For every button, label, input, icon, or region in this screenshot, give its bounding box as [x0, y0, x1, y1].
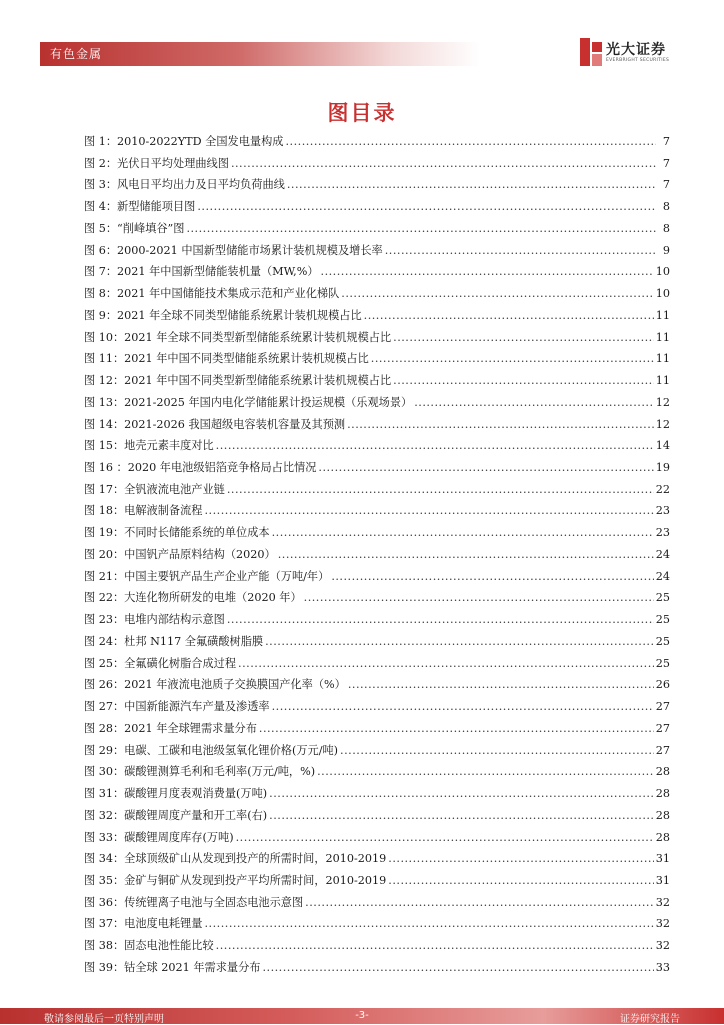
toc-entry-page: 25	[655, 613, 670, 627]
toc-entry-label: 图 13：2021-2025 年国内电化学储能累计投运规模（乐观场景）	[84, 395, 413, 409]
toc-entry[interactable]	[84, 870, 670, 892]
toc-entry-page: 32	[655, 917, 670, 931]
toc-entry[interactable]	[84, 718, 670, 740]
toc-dot-leader	[393, 327, 654, 349]
toc-entry-label: 图 18：电解液制备流程	[84, 504, 203, 518]
toc-entry[interactable]	[84, 587, 670, 609]
toc-entry-page: 27	[655, 743, 670, 757]
toc-entry-label: 图 23：电堆内部结构示意图	[84, 613, 225, 627]
toc-entry-label: 图 29：电碳、工碳和电池级氢氧化锂价格(万元/吨)	[84, 743, 339, 757]
toc-entry-label: 图 24：杜邦 N117 全氟磺酸树脂膜	[84, 634, 264, 648]
toc-dot-leader	[265, 631, 654, 653]
toc-entry-label: 图 19：不同时长储能系统的单位成本	[84, 526, 270, 540]
brand-mark-icon	[580, 38, 602, 66]
toc-entry-page: 25	[655, 634, 670, 648]
toc-entry-label: 图 31：碳酸锂月度表观消费量(万吨)	[84, 787, 268, 801]
toc-entry-page: 27	[655, 721, 670, 735]
toc-dot-leader	[348, 674, 654, 696]
toc-entry[interactable]	[84, 131, 670, 153]
toc-dot-leader	[321, 261, 654, 283]
toc-entry[interactable]	[84, 653, 670, 675]
toc-dot-leader	[305, 892, 654, 914]
header-bar	[40, 42, 480, 66]
toc-dot-leader	[216, 435, 654, 457]
toc-entry[interactable]	[84, 305, 670, 327]
toc-entry[interactable]	[84, 174, 670, 196]
toc-entry-page: 25	[655, 656, 670, 670]
toc-entry-page: 28	[655, 765, 670, 779]
toc-entry-page: 7	[662, 156, 670, 170]
toc-entry-label: 图 37：电池度电耗锂量	[84, 917, 203, 931]
toc-entry-page: 27	[655, 700, 670, 714]
toc-entry-page: 12	[655, 417, 670, 431]
toc-dot-leader	[371, 348, 654, 370]
toc-entry[interactable]	[84, 783, 670, 805]
toc-entry-page: 28	[655, 787, 670, 801]
toc-entry-label: 图 28：2021 年全球锂需求量分布	[84, 721, 257, 735]
toc-entry-page: 24	[655, 569, 670, 583]
toc-dot-leader	[204, 913, 653, 935]
toc-entry-page: 10	[655, 287, 670, 301]
toc-entry-label: 图 32：碳酸锂周度产量和开工率(右)	[84, 808, 268, 822]
toc-dot-leader	[331, 566, 653, 588]
toc-entry[interactable]	[84, 392, 670, 414]
toc-entry-page: 24	[655, 547, 670, 561]
toc-dot-leader	[269, 783, 654, 805]
toc-dot-leader	[204, 500, 653, 522]
toc-entry[interactable]	[84, 414, 670, 436]
toc-dot-leader	[388, 870, 653, 892]
footer-report-type: 证券研究报告	[620, 1014, 680, 1025]
toc-dot-leader	[238, 653, 654, 675]
toc-entry[interactable]	[84, 435, 670, 457]
toc-entry[interactable]	[84, 261, 670, 283]
toc-entry[interactable]	[84, 566, 670, 588]
toc-entry-label: 图 1：2010-2022YTD 全国发电量构成	[84, 135, 284, 148]
footer-disclaimer: 敬请参阅最后一页特别声明	[44, 1014, 164, 1025]
toc-entry-page: 11	[655, 308, 670, 322]
toc-entry-label: 图 34：全球顶级矿山从发现到投产的所需时间，2010-2019	[84, 852, 387, 866]
toc-dot-leader	[341, 283, 653, 305]
toc-entry-label: 图 9：2021 年全球不同类型储能系统累计装机规模占比	[84, 308, 362, 322]
toc-entry-label: 图 39：钴全球 2021 年需求量分布	[84, 960, 261, 974]
brand-logo	[580, 38, 690, 68]
toc-entry-label: 图 5：“削峰填谷”图	[84, 221, 185, 235]
toc-dot-leader	[186, 218, 656, 240]
toc-dot-leader	[385, 240, 656, 262]
toc-entry[interactable]	[84, 370, 670, 392]
toc-dot-leader	[340, 740, 654, 762]
toc-dot-leader	[259, 718, 654, 740]
toc-dot-leader	[197, 196, 656, 218]
toc-entry[interactable]	[84, 913, 670, 935]
toc-entry-label: 图 17：全钒液流电池产业链	[84, 482, 225, 496]
toc-entry[interactable]	[84, 827, 670, 849]
toc-dot-leader	[393, 370, 654, 392]
toc-entry[interactable]	[84, 892, 670, 914]
toc-dot-leader	[227, 609, 654, 631]
toc-entry-page: 25	[655, 591, 670, 605]
toc-entry-label: 图 36：传统锂离子电池与全固态电池示意图	[84, 895, 304, 909]
brand-name-cn: 光大证券	[606, 42, 666, 58]
toc-entry[interactable]	[84, 240, 670, 262]
toc-dot-leader	[287, 174, 656, 196]
toc-entry-label: 图 10：2021 年全球不同类型新型储能系统累计装机规模占比	[84, 330, 392, 344]
toc-entry[interactable]	[84, 740, 670, 762]
toc-entry-page: 23	[655, 504, 670, 518]
toc-entry-page: 11	[655, 330, 670, 344]
sector-label: 有色金属	[50, 47, 103, 61]
toc-entry-page: 12	[655, 395, 670, 409]
toc-entry-page: 22	[655, 482, 670, 496]
toc-dot-leader	[317, 761, 654, 783]
toc-entry[interactable]	[84, 805, 670, 827]
toc-entry-label: 图 15：地壳元素丰度对比	[84, 439, 214, 453]
toc-entry[interactable]	[84, 283, 670, 305]
toc-dot-leader	[227, 479, 654, 501]
toc-entry-label: 图 25：全氟磺化树脂合成过程	[84, 656, 237, 670]
toc-dot-leader	[231, 153, 656, 175]
toc-entry[interactable]	[84, 500, 670, 522]
toc-entry-label: 图 38：固态电池性能比较	[84, 939, 214, 953]
toc-entry-label: 图 16 ：2020 年电池级铝箔竞争格局占比情况	[84, 461, 317, 475]
toc-entry[interactable]	[84, 327, 670, 349]
toc-entry-page: 11	[655, 352, 670, 366]
toc-entry-page: 32	[655, 895, 670, 909]
toc-entry-label: 图 33：碳酸锂周度库存(万吨)	[84, 830, 234, 844]
toc-entry-label: 图 8：2021 年中国储能技术集成示范和产业化梯队	[84, 287, 340, 301]
figure-toc-list	[84, 131, 670, 979]
toc-entry-label: 图 2：光伏日平均处理曲线图	[84, 156, 229, 170]
toc-dot-leader	[318, 457, 653, 479]
toc-dot-leader	[285, 131, 656, 153]
toc-entry-page: 8	[662, 200, 670, 214]
toc-dot-leader	[216, 935, 654, 957]
toc-entry-page: 9	[662, 243, 670, 257]
toc-entry-page: 28	[655, 830, 670, 844]
toc-entry[interactable]	[84, 196, 670, 218]
toc-entry[interactable]	[84, 674, 670, 696]
toc-entry[interactable]	[84, 348, 670, 370]
toc-dot-leader	[364, 305, 654, 327]
toc-dot-leader	[269, 805, 654, 827]
toc-entry-page: 10	[655, 265, 670, 279]
toc-entry[interactable]	[84, 631, 670, 653]
brand-name-en: EVERBRIGHT SECURITIES	[606, 58, 670, 63]
toc-entry-page: 7	[662, 178, 670, 192]
toc-entry-page: 28	[655, 808, 670, 822]
toc-entry-label: 图 14：2021-2026 我国超级电容装机容量及其预测	[84, 417, 346, 431]
toc-entry[interactable]	[84, 153, 670, 175]
toc-entry[interactable]	[84, 544, 670, 566]
toc-dot-leader	[262, 957, 653, 979]
toc-entry-page: 31	[655, 852, 670, 866]
toc-dot-leader	[388, 848, 653, 870]
toc-dot-leader	[347, 414, 654, 436]
toc-entry-label: 图 7：2021 年中国新型储能装机量（MW,%）	[84, 265, 319, 279]
toc-entry[interactable]	[84, 522, 670, 544]
toc-entry[interactable]	[84, 609, 670, 631]
toc-entry[interactable]	[84, 935, 670, 957]
toc-dot-leader	[272, 696, 654, 718]
toc-entry-page: 33	[655, 960, 670, 974]
toc-dot-leader	[272, 522, 654, 544]
toc-entry[interactable]	[84, 479, 670, 501]
toc-dot-leader	[414, 392, 654, 414]
toc-entry-label: 图 4：新型储能项目图	[84, 200, 196, 214]
toc-entry-label: 图 12：2021 年中国不同类型新型储能系统累计装机规模占比	[84, 374, 392, 388]
toc-entry[interactable]	[84, 957, 670, 979]
toc-entry-page: 26	[655, 678, 670, 692]
toc-entry-page: 32	[655, 939, 670, 953]
toc-entry[interactable]	[84, 696, 670, 718]
toc-entry-label: 图 11：2021 年中国不同类型储能系统累计装机规模占比	[84, 352, 369, 366]
toc-dot-leader	[304, 587, 654, 609]
page-number: -3-	[355, 1010, 369, 1021]
toc-entry-page: 8	[662, 221, 670, 235]
toc-entry-page: 14	[655, 439, 670, 453]
toc-entry[interactable]	[84, 457, 670, 479]
toc-entry-page: 23	[655, 526, 670, 540]
toc-entry-label: 图 6：2000-2021 中国新型储能市场累计装机规模及增长率	[84, 243, 383, 257]
toc-entry-label: 图 3：风电日平均出力及日平均负荷曲线	[84, 178, 285, 192]
toc-entry-label: 图 35：金矿与铜矿从发现到投产平均所需时间，2010-2019	[84, 873, 387, 887]
toc-entry-label: 图 27：中国新能源汽车产量及渗透率	[84, 700, 270, 714]
toc-entry[interactable]	[84, 761, 670, 783]
toc-entry[interactable]	[84, 218, 670, 240]
toc-entry-label: 图 30：碳酸锂测算毛利和毛利率(万元/吨，%)	[84, 765, 316, 779]
toc-entry-label: 图 21：中国主要钒产品生产企业产能（万吨/年）	[84, 569, 330, 583]
toc-entry-page: 19	[655, 461, 670, 475]
toc-entry-label: 图 22：大连化物所研发的电堆（2020 年）	[84, 591, 302, 605]
toc-entry[interactable]	[84, 848, 670, 870]
toc-entry-label: 图 20：中国钒产品原料结构（2020）	[84, 547, 276, 561]
toc-entry-page: 11	[655, 374, 670, 388]
toc-dot-leader	[236, 827, 654, 849]
toc-dot-leader	[278, 544, 654, 566]
toc-entry-page: 31	[655, 873, 670, 887]
toc-entry-label: 图 26：2021 年液流电池质子交换膜国产化率（%）	[84, 678, 346, 692]
toc-entry-page: 7	[662, 135, 670, 148]
page-title: 图目录	[327, 101, 397, 125]
